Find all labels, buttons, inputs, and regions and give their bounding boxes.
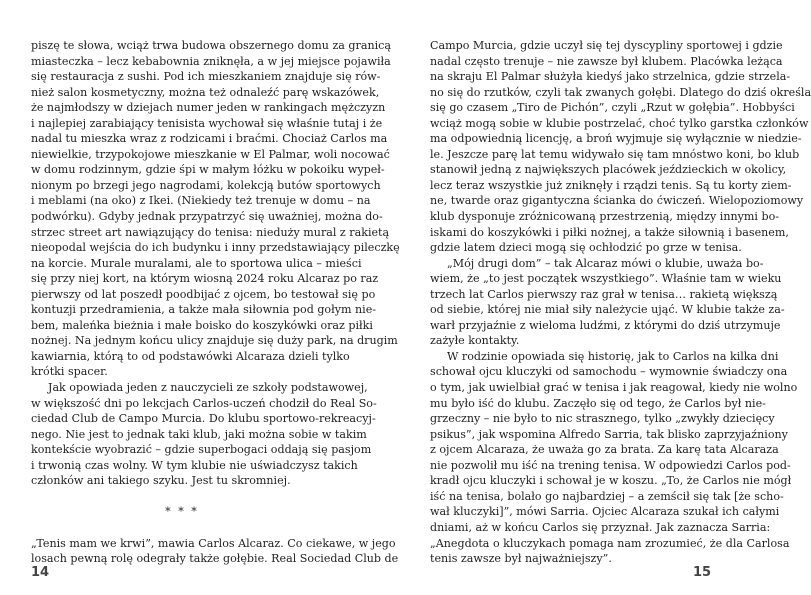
text-line: ne, twarde oraz gigantyczna ścianka do ćwiczeń. Wielopoziomowy (430, 194, 804, 208)
text-line: kontekście wyobrazić – gdzie superbogaci oddają się pasjom (31, 443, 372, 457)
text-line: i trwonią czas wolny. W tym klubie nie uświadczysz takich (31, 458, 358, 472)
text-line: ma odpowiednią licencję, a broń wyjmuje się wyłącznie w niedzie- (430, 132, 802, 146)
text-line: W rodzinie opowiada się historię, jak to Carlos na kilka dni (447, 349, 779, 363)
text-line: krótki spacer. (31, 365, 108, 379)
right-page (380, 0, 811, 595)
text-line: „Anegdota o kluczykach pomaga nam zrozumieć, że dla Carlosa (430, 536, 790, 550)
text-line: podwórku). Gdyby jednak przypatrzyć się uważniej, można do- (31, 210, 383, 224)
left-page (0, 0, 400, 595)
text-line: tenis zawsze był najważniejszy”. (430, 552, 612, 566)
text-line: psikus”, jak wspomina Alfredo Sarria, tak blisko zaprzyjaźniony (430, 427, 788, 441)
text-line: no się do rzutków, czyli tak zwanych gołębi. Dlatego do dziś określa (430, 85, 811, 99)
text-line: kawiarnia, którą to od podstawówki Alcaraza dzieli tylko (31, 349, 350, 363)
text-line: trzech lat Carlos pierwszy raz grał w tenisa… rakietą większą (430, 287, 778, 301)
text-line: o tym, jak uwielbiał grać w tenisa i jak reagował, kiedy nie wolno (430, 381, 798, 395)
text-line: wał kluczyki]”, mówi Sarria. Ojciec Alcaraza szukał ich całymi (430, 505, 780, 519)
text-line: „Mój drugi dom” – tak Alcaraz mówi o klubie, uważa bo- (447, 256, 764, 270)
section-gap (31, 489, 333, 505)
text-line: mu było iść do klubu. Zaczęło się od tego, że Carlos był nie- (430, 396, 766, 410)
right-page-text (430, 38, 811, 567)
text-line: nadal tu mieszka wraz z rodzicami i braćmi. Chociaż Carlos ma (31, 132, 388, 146)
text-line: się go czasem „Tiro de Pichón”, czyli „Rzut w gołębia”. Hobbyści (430, 101, 795, 115)
text-line: nożnej. Na jednym końcu ulicy znajduje się duży park, na drugim (31, 334, 398, 348)
section-gap (31, 520, 333, 536)
page-number: 15 (693, 565, 712, 580)
text-line: w większość dni po lekcjach Carlos-uczeń chodził do Real So- (31, 396, 377, 410)
text-line: od siebie, której nie miał siły należycie ująć. W klubie także za- (430, 303, 785, 317)
text-line: wiem, że „to jest początek wszystkiego”. Właśnie tam w wieku (430, 272, 782, 286)
text-line: się przy niej kort, na którym wiosną 2024 roku Alcaraz po raz (31, 272, 379, 286)
text-line: Jak opowiada jeden z nauczycieli ze szkoły podstawowej, (48, 381, 368, 395)
text-line: nego. Nie jest to jednak taki klub, jaki można sobie w takim (31, 427, 367, 441)
text-line: Campo Murcia, gdzie uczył się tej dyscypliny sportowej i gdzie (430, 39, 783, 52)
text-line: miasteczka – lecz kebabownia zniknęła, a w jej miejsce pojawiła (31, 54, 391, 68)
text-line: nie pozwolił mu iść na trening tenisa. W odpowiedzi Carlos pod- (430, 458, 791, 472)
text-line: nieopodal wejścia do ich budynku i inny przedstawiający pileczkę (31, 241, 400, 255)
text-line: kradł ojcu kluczyki i schował je w koszu. „To, że Carlos nie mógł (430, 474, 792, 488)
section-break-asterisks: * * * (165, 505, 199, 519)
text-line: członków ani takiego szyku. Jest tu skromniej. (31, 474, 291, 488)
text-line: warł przyjaźnie z wieloma ludźmi, z którymi do dziś utrzymuje (430, 318, 781, 332)
text-line: kontuzji przedramienia, a także mała siłownia pod gołym nie- (31, 303, 377, 317)
text-line: „Tenis mam we krwi”, mawia Carlos Alcaraz. Co ciekawe, w jego (31, 536, 396, 550)
text-line: grzeczny – nie było to nic strasznego, tylko „zwykły dziecięcy (430, 412, 775, 426)
text-line: i meblami (na oko) z Ikei. (Niekiedy też trenuje w domu – na (31, 194, 371, 208)
text-line: w domu rodzinnym, gdzie śpi w małym łóżku w pokoiku wypeł- (31, 163, 385, 177)
text-line: ciedad Club de Campo Murcia. Do klubu sportowo-rekreacyj- (31, 412, 376, 426)
text-line: losach pewną rolę odegrały także gołębie. Real Sociedad Club de (31, 552, 399, 566)
text-line: schował ojcu kluczyki od samochodu – wymownie świadczy ona (430, 365, 788, 379)
text-line: bem, maleńka bieżnia i małe boisko do koszykówki oraz piłki (31, 318, 373, 332)
text-line: na korcie. Murale muralami, ale to sportowa ulica – mieści (31, 256, 362, 270)
text-line: gdzie latem dzieci mogą się ochłodzić po grze w tenisa. (430, 241, 742, 255)
text-line: z ojcem Alcaraza, że uważa go za brata. Za karę tata Alcaraza (430, 443, 779, 457)
text-line: dniami, aż w końcu Carlos się przyznał. Jak zaznacza Sarria: (430, 520, 771, 534)
text-line: zażyłe kontakty. (430, 334, 520, 348)
text-line: klub dysponuje zróżnicowaną przestrzenią, między innymi bo- (430, 210, 779, 224)
text-line: pierwszy od lat poszedł poodbijać z ojcem, bo testował się po (31, 287, 376, 301)
text-line: się restauracja z sushi. Pod ich mieszkaniem znajduje się rów- (31, 70, 381, 84)
text-line: i najlepiej zarabiający tenisista wychował się właśnie tutaj i że (31, 116, 383, 130)
page-number: 14 (31, 565, 50, 580)
text-line: le. Jeszcze parę lat temu widywało się tam mnóstwo koni, bo klub (430, 147, 800, 161)
text-line: nionym po brzegi jego nagrodami, kolekcją butów sportowych (31, 178, 381, 192)
text-line: lecz teraz wszystkie już zniknęły i rządzi tenis. Są tu korty ziem- (430, 178, 792, 192)
text-line: iść na tenisa, bolało go najbardziej – a zemścił się tak [że scho- (430, 489, 784, 503)
text-line: stanowił jedną z największych placówek jeździeckich w okolicy, (430, 163, 787, 177)
text-line: nadal często trenuje – nie zawsze był klubem. Placówka leżąca (430, 54, 783, 68)
text-line: wciąż mogą sobie w klubie postrzelać, choć tylko garstka członków (430, 116, 809, 130)
text-line: piszę te słowa, wciąż trwa budowa obszernego domu za granicą (31, 39, 391, 52)
left-page-text (31, 38, 400, 567)
text-line: strzec street art nawiązujący do tenisa: nieduży mural z rakietą (31, 225, 390, 239)
text-line: niewielkie, trzypokojowe mieszkanie w El Palmar, woli nocować (31, 147, 390, 161)
text-line: że najmłodszy w dziejach numer jeden w rankingach mężczyzn (31, 101, 386, 115)
text-line: nież salon kosmetyczny, można też odnaleźć parę wskazówek, (31, 85, 380, 99)
text-line: na skraju El Palmar służyła kiedyś jako strzelnica, gdzie strzela- (430, 70, 791, 84)
text-line: iskami do koszykówki i piłki nożnej, a także siłownią i basenem, (430, 225, 789, 239)
